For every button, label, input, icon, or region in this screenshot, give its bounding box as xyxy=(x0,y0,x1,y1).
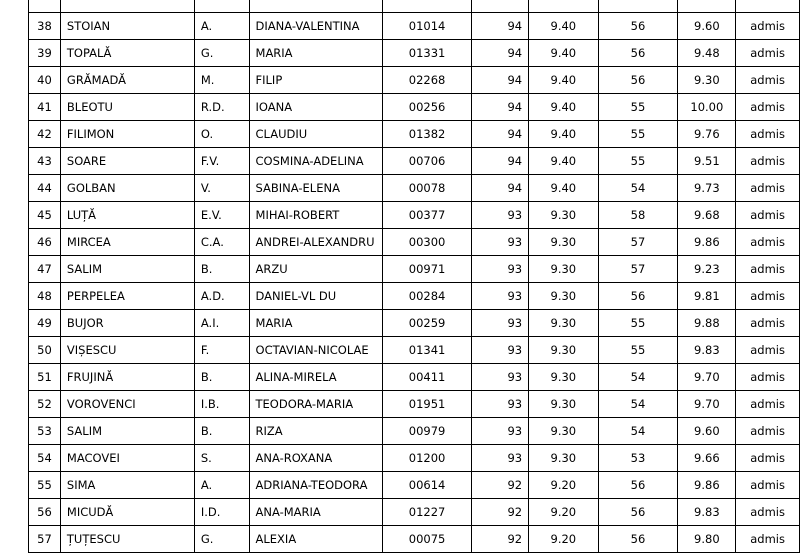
table-row xyxy=(29,526,800,553)
grade-2-cell: 9.80 xyxy=(678,526,736,553)
row-number-cell: 44 xyxy=(29,175,61,202)
row-number-cell: 42 xyxy=(29,121,61,148)
grade-2-cell xyxy=(678,0,736,13)
points-2-cell: 54 xyxy=(598,364,678,391)
first-name-cell: ARZU xyxy=(249,256,383,283)
initials-cell: V. xyxy=(194,175,249,202)
first-name-cell: ANA-ROXANA xyxy=(249,445,383,472)
grade-cell: 9.20 xyxy=(529,526,598,553)
row-number-cell: 43 xyxy=(29,148,61,175)
first-name-cell: IOANA xyxy=(249,94,383,121)
table-row xyxy=(29,40,800,67)
points-2-cell: 57 xyxy=(598,229,678,256)
points-cell: 93 xyxy=(471,391,528,418)
points-2-cell xyxy=(598,0,678,13)
initials-cell: B. xyxy=(194,256,249,283)
grade-2-cell: 9.83 xyxy=(678,337,736,364)
row-number-cell: 49 xyxy=(29,310,61,337)
code-cell xyxy=(383,0,471,13)
initials-cell: F.V. xyxy=(194,148,249,175)
grade-2-cell: 9.86 xyxy=(678,472,736,499)
grade-2-cell: 9.60 xyxy=(678,418,736,445)
points-2-cell: 57 xyxy=(598,256,678,283)
initials-cell: R.D. xyxy=(194,94,249,121)
first-name-cell: SABINA-ELENA xyxy=(249,175,383,202)
row-number-cell: 57 xyxy=(29,526,61,553)
grade-cell: 9.30 xyxy=(529,445,598,472)
surname-cell: SALIM xyxy=(60,256,194,283)
initials-cell: O. xyxy=(194,121,249,148)
table-row xyxy=(29,148,800,175)
status-cell: admis xyxy=(736,310,800,337)
grade-2-cell: 9.60 xyxy=(678,13,736,40)
initials-cell: F. xyxy=(194,337,249,364)
points-2-cell: 54 xyxy=(598,418,678,445)
status-cell: admis xyxy=(736,229,800,256)
surname-cell: SOARE xyxy=(60,148,194,175)
initials-cell: I.D. xyxy=(194,499,249,526)
grade-cell: 9.30 xyxy=(529,256,598,283)
status-cell xyxy=(736,0,800,13)
points-2-cell: 56 xyxy=(598,472,678,499)
code-cell: 00256 xyxy=(383,94,471,121)
table-row xyxy=(29,499,800,526)
table-row xyxy=(29,472,800,499)
code-cell: 00300 xyxy=(383,229,471,256)
status-cell: admis xyxy=(736,418,800,445)
initials-cell: A.D. xyxy=(194,283,249,310)
points-cell: 94 xyxy=(471,13,528,40)
points-cell: 93 xyxy=(471,229,528,256)
row-number-cell: 39 xyxy=(29,40,61,67)
results-table xyxy=(28,0,800,553)
grade-2-cell: 9.51 xyxy=(678,148,736,175)
points-2-cell: 55 xyxy=(598,337,678,364)
code-cell: 00971 xyxy=(383,256,471,283)
first-name-cell: OCTAVIAN-NICOLAE xyxy=(249,337,383,364)
row-number-cell: 46 xyxy=(29,229,61,256)
grade-cell: 9.30 xyxy=(529,418,598,445)
surname-cell: VOROVENCI xyxy=(60,391,194,418)
points-2-cell: 54 xyxy=(598,175,678,202)
grade-cell: 9.40 xyxy=(529,175,598,202)
points-cell: 93 xyxy=(471,310,528,337)
points-cell: 93 xyxy=(471,337,528,364)
status-cell: admis xyxy=(736,13,800,40)
table-row xyxy=(29,175,800,202)
grade-2-cell: 9.30 xyxy=(678,67,736,94)
grade-2-cell: 9.76 xyxy=(678,121,736,148)
code-cell: 01951 xyxy=(383,391,471,418)
row-number-cell: 53 xyxy=(29,418,61,445)
grade-cell: 9.30 xyxy=(529,337,598,364)
table-row xyxy=(29,0,800,13)
first-name-cell: ALEXIA xyxy=(249,526,383,553)
surname-cell: BUJOR xyxy=(60,310,194,337)
first-name-cell: MIHAI-ROBERT xyxy=(249,202,383,229)
grade-cell: 9.30 xyxy=(529,202,598,229)
first-name-cell: FILIP xyxy=(249,67,383,94)
grade-2-cell: 10.00 xyxy=(678,94,736,121)
surname-cell: ȚUȚESCU xyxy=(60,526,194,553)
status-cell: admis xyxy=(736,202,800,229)
points-2-cell: 55 xyxy=(598,310,678,337)
grade-2-cell: 9.23 xyxy=(678,256,736,283)
points-cell: 93 xyxy=(471,418,528,445)
status-cell: admis xyxy=(736,526,800,553)
row-number-cell: 55 xyxy=(29,472,61,499)
surname-cell: LUȚĂ xyxy=(60,202,194,229)
table-row xyxy=(29,337,800,364)
code-cell: 01227 xyxy=(383,499,471,526)
row-number-cell: 56 xyxy=(29,499,61,526)
surname-cell: MIRCEA xyxy=(60,229,194,256)
status-cell: admis xyxy=(736,337,800,364)
initials-cell xyxy=(194,0,249,13)
first-name-cell: DIANA-VALENTINA xyxy=(249,13,383,40)
status-cell: admis xyxy=(736,121,800,148)
points-cell: 93 xyxy=(471,202,528,229)
table-row xyxy=(29,445,800,472)
surname-cell: SIMA xyxy=(60,472,194,499)
first-name-cell: MARIA xyxy=(249,40,383,67)
grade-2-cell: 9.70 xyxy=(678,364,736,391)
surname-cell: PERPELEA xyxy=(60,283,194,310)
code-cell: 00979 xyxy=(383,418,471,445)
grade-cell: 9.40 xyxy=(529,94,598,121)
first-name-cell: TEODORA-MARIA xyxy=(249,391,383,418)
points-cell: 92 xyxy=(471,472,528,499)
grade-cell xyxy=(529,0,598,13)
results-list xyxy=(28,0,800,553)
points-2-cell: 56 xyxy=(598,526,678,553)
grade-2-cell: 9.81 xyxy=(678,283,736,310)
surname-cell: GOLBAN xyxy=(60,175,194,202)
first-name-cell: ALINA-MIRELA xyxy=(249,364,383,391)
initials-cell: S. xyxy=(194,445,249,472)
grade-cell: 9.40 xyxy=(529,148,598,175)
points-cell: 92 xyxy=(471,526,528,553)
status-cell: admis xyxy=(736,283,800,310)
status-cell: admis xyxy=(736,499,800,526)
surname-cell: VIȘESCU xyxy=(60,337,194,364)
row-number-cell: 48 xyxy=(29,283,61,310)
grade-2-cell: 9.66 xyxy=(678,445,736,472)
points-2-cell: 56 xyxy=(598,283,678,310)
code-cell: 00284 xyxy=(383,283,471,310)
points-cell: 94 xyxy=(471,40,528,67)
row-number-cell: 47 xyxy=(29,256,61,283)
grade-cell: 9.30 xyxy=(529,283,598,310)
initials-cell: G. xyxy=(194,526,249,553)
row-number-cell xyxy=(29,0,61,13)
points-cell: 94 xyxy=(471,148,528,175)
status-cell: admis xyxy=(736,40,800,67)
first-name-cell: COSMINA-ADELINA xyxy=(249,148,383,175)
grade-2-cell: 9.86 xyxy=(678,229,736,256)
grade-2-cell: 9.68 xyxy=(678,202,736,229)
first-name-cell: ADRIANA-TEODORA xyxy=(249,472,383,499)
points-cell xyxy=(471,0,528,13)
surname-cell: BLEOTU xyxy=(60,94,194,121)
points-cell: 93 xyxy=(471,283,528,310)
initials-cell: G. xyxy=(194,40,249,67)
points-2-cell: 56 xyxy=(598,13,678,40)
first-name-cell: RIZA xyxy=(249,418,383,445)
surname-cell: STOIAN xyxy=(60,13,194,40)
first-name-cell: ANDREI-ALEXANDRU xyxy=(249,229,383,256)
initials-cell: M. xyxy=(194,67,249,94)
points-cell: 94 xyxy=(471,121,528,148)
points-2-cell: 56 xyxy=(598,67,678,94)
surname-cell: FRUJINĂ xyxy=(60,364,194,391)
table-body xyxy=(29,0,800,553)
table-row xyxy=(29,202,800,229)
grade-cell: 9.40 xyxy=(529,40,598,67)
grade-cell: 9.40 xyxy=(529,67,598,94)
surname-cell: MICUDĂ xyxy=(60,499,194,526)
points-2-cell: 55 xyxy=(598,148,678,175)
table-row xyxy=(29,67,800,94)
surname-cell: FILIMON xyxy=(60,121,194,148)
row-number-cell: 45 xyxy=(29,202,61,229)
status-cell: admis xyxy=(736,391,800,418)
grade-cell: 9.30 xyxy=(529,310,598,337)
points-2-cell: 55 xyxy=(598,121,678,148)
initials-cell: C.A. xyxy=(194,229,249,256)
grade-2-cell: 9.48 xyxy=(678,40,736,67)
grade-cell: 9.30 xyxy=(529,229,598,256)
initials-cell: I.B. xyxy=(194,391,249,418)
code-cell: 01200 xyxy=(383,445,471,472)
code-cell: 01382 xyxy=(383,121,471,148)
first-name-cell: CLAUDIU xyxy=(249,121,383,148)
points-2-cell: 56 xyxy=(598,499,678,526)
code-cell: 00078 xyxy=(383,175,471,202)
code-cell: 02268 xyxy=(383,67,471,94)
surname-cell: GRĂMADĂ xyxy=(60,67,194,94)
points-cell: 94 xyxy=(471,94,528,121)
status-cell: admis xyxy=(736,256,800,283)
grade-cell: 9.40 xyxy=(529,121,598,148)
points-cell: 94 xyxy=(471,67,528,94)
surname-cell: TOPALĂ xyxy=(60,40,194,67)
points-2-cell: 58 xyxy=(598,202,678,229)
table-row xyxy=(29,229,800,256)
grade-2-cell: 9.73 xyxy=(678,175,736,202)
table-row xyxy=(29,310,800,337)
grade-cell: 9.30 xyxy=(529,391,598,418)
row-number-cell: 40 xyxy=(29,67,61,94)
grade-2-cell: 9.83 xyxy=(678,499,736,526)
status-cell: admis xyxy=(736,364,800,391)
table-row xyxy=(29,418,800,445)
status-cell: admis xyxy=(736,94,800,121)
status-cell: admis xyxy=(736,175,800,202)
surname-cell: MACOVEI xyxy=(60,445,194,472)
table-row xyxy=(29,13,800,40)
table-row xyxy=(29,391,800,418)
code-cell: 00377 xyxy=(383,202,471,229)
points-cell: 94 xyxy=(471,175,528,202)
row-number-cell: 50 xyxy=(29,337,61,364)
row-number-cell: 38 xyxy=(29,13,61,40)
row-number-cell: 52 xyxy=(29,391,61,418)
initials-cell: A. xyxy=(194,13,249,40)
first-name-cell xyxy=(249,0,383,13)
table-row xyxy=(29,94,800,121)
initials-cell: A. xyxy=(194,472,249,499)
first-name-cell: DANIEL-VL DU xyxy=(249,283,383,310)
code-cell: 00706 xyxy=(383,148,471,175)
row-number-cell: 54 xyxy=(29,445,61,472)
surname-cell xyxy=(60,0,194,13)
initials-cell: E.V. xyxy=(194,202,249,229)
table-row xyxy=(29,364,800,391)
points-2-cell: 55 xyxy=(598,94,678,121)
code-cell: 00259 xyxy=(383,310,471,337)
status-cell: admis xyxy=(736,445,800,472)
first-name-cell: MARIA xyxy=(249,310,383,337)
points-cell: 93 xyxy=(471,364,528,391)
points-cell: 92 xyxy=(471,499,528,526)
grade-cell: 9.20 xyxy=(529,499,598,526)
status-cell: admis xyxy=(736,67,800,94)
code-cell: 01014 xyxy=(383,13,471,40)
first-name-cell: ANA-MARIA xyxy=(249,499,383,526)
grade-cell: 9.30 xyxy=(529,364,598,391)
table-row xyxy=(29,283,800,310)
status-cell: admis xyxy=(736,472,800,499)
points-cell: 93 xyxy=(471,445,528,472)
grade-cell: 9.40 xyxy=(529,13,598,40)
code-cell: 01341 xyxy=(383,337,471,364)
grade-2-cell: 9.88 xyxy=(678,310,736,337)
points-2-cell: 56 xyxy=(598,40,678,67)
code-cell: 00614 xyxy=(383,472,471,499)
initials-cell: B. xyxy=(194,418,249,445)
points-2-cell: 54 xyxy=(598,391,678,418)
initials-cell: A.I. xyxy=(194,310,249,337)
points-cell: 93 xyxy=(471,256,528,283)
code-cell: 00411 xyxy=(383,364,471,391)
grade-cell: 9.20 xyxy=(529,472,598,499)
row-number-cell: 41 xyxy=(29,94,61,121)
surname-cell: SALIM xyxy=(60,418,194,445)
status-cell: admis xyxy=(736,148,800,175)
points-2-cell: 53 xyxy=(598,445,678,472)
table-row xyxy=(29,121,800,148)
row-number-cell: 51 xyxy=(29,364,61,391)
grade-2-cell: 9.70 xyxy=(678,391,736,418)
code-cell: 00075 xyxy=(383,526,471,553)
code-cell: 01331 xyxy=(383,40,471,67)
table-row xyxy=(29,256,800,283)
initials-cell: B. xyxy=(194,364,249,391)
